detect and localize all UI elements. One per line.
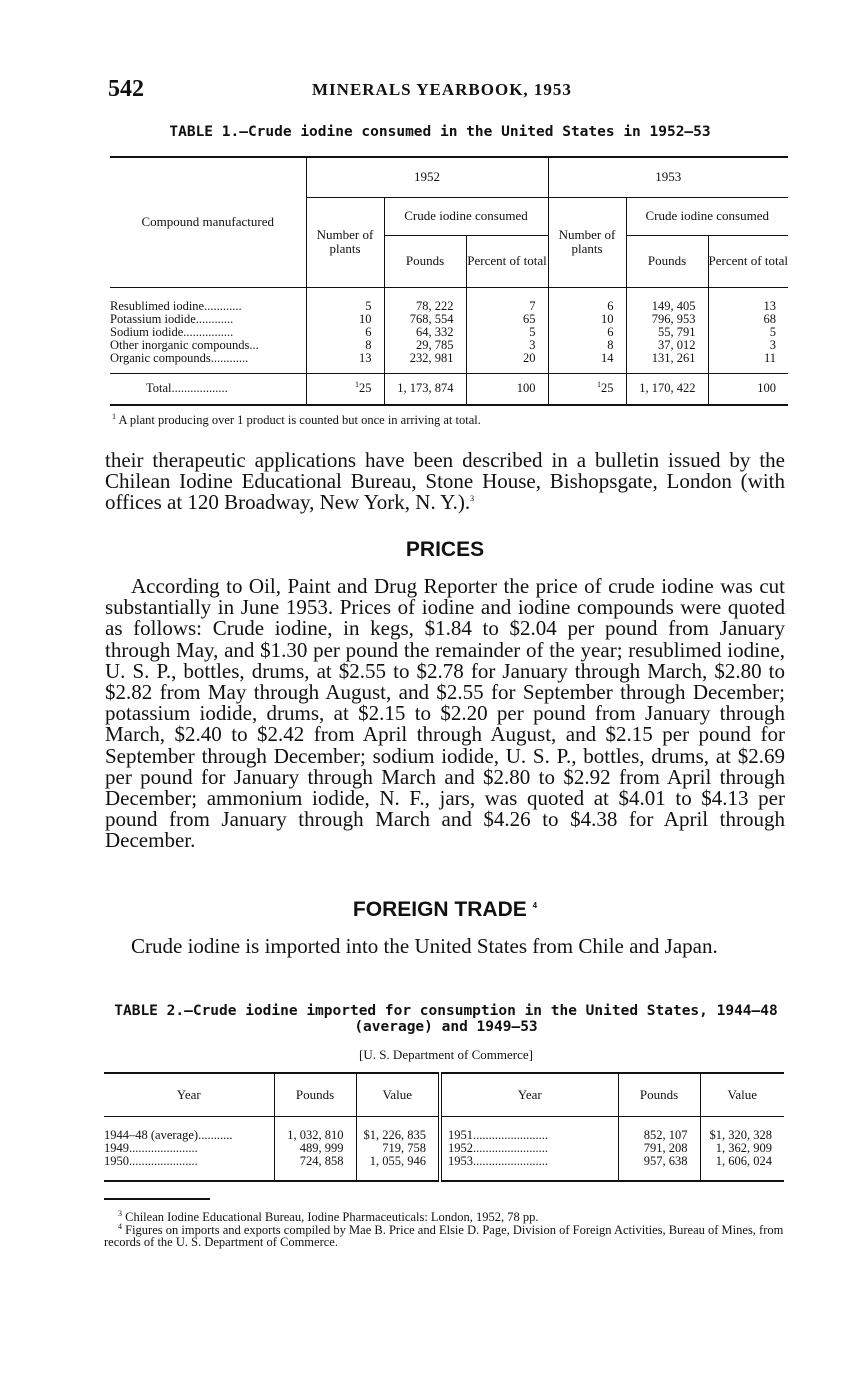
col-header-compound: Compound manufactured (141, 214, 274, 230)
table1-row (110, 287, 788, 313)
cell-pct53: 68 (708, 313, 788, 326)
body-paragraph-trade: Crude iodine is imported into the United States from Chile and Japan. (131, 934, 718, 958)
cell-pounds52: 64, 332 (384, 326, 466, 339)
cell-pct52: 3 (466, 339, 548, 352)
cell-pct52: 5 (466, 326, 548, 339)
row-label-text: Resublimed iodine (110, 298, 205, 313)
cell-pounds52: 232, 981 (384, 352, 466, 374)
heading-prices: PRICES (405, 538, 485, 561)
right-year-text: 1952 (448, 1141, 473, 1155)
left-year: 1944–48 (average)........... (104, 1128, 233, 1142)
footnote-4-text: Figures on imports and exports compiled by Mae B. Price and Elsie D. Page, Division of Foreign Activities, Bureau of Mines, from records of the U. S. Department of Commerce. (104, 1222, 784, 1249)
right-year: 1953........................ (440, 1155, 618, 1181)
col-header-year-1953: 1953 (548, 157, 788, 197)
left-pounds: 724, 858 (274, 1155, 356, 1181)
body-paragraph-prices: According to Oil, Paint and Drug Reporter the price of crude iodine was cut substantially in June 1953. Prices of iodine and iodine compounds were quoted as follows: Crude iodine, in kegs, $1.84 to $2.04 per pound from January through May, and $1.30 per pound the remainder of the year; resublimed iodine, U. S. P., bottles, drums, at $2.55 to $2.78 for January through March, $2.80 to $2.82 from May through August, and $2.55 for September through December; potassium iodide, drums, at $2.15 to $2.20 per pound from January through March, $2.40 to $2.42 from April through August, and $2.15 per pound for September through December; sodium iodide, U. S. P., bottles, drums, at $2.69 per pound for January through March and $2.80 to $2.92 from April through December; ammonium iodide, N. F., jars, was quoted at $4.01 to $4.13 per pound from January through March and $4.26 to $4.38 for April through December. (105, 574, 785, 853)
paragraph-1-text: their therapeutic applications have been described in a bulletin issued by the Chilean Iodine Educational Bureau, Stone House, Bishopsgate, London (with offices at 120 Broadway, New York, N. Y.). (105, 448, 785, 515)
footnote-4-mark: 4 (118, 1221, 122, 1231)
col-header-pounds-1953: Pounds (626, 235, 708, 287)
left-value: 719, 758 (356, 1142, 440, 1155)
col-header-percent-1953: Percent of total (708, 235, 788, 287)
row-label-text: Organic compounds (110, 350, 211, 365)
cell-pounds53: 37, 012 (626, 339, 708, 352)
right-pounds: 957, 638 (618, 1155, 700, 1181)
cell-plants52: 6 (306, 326, 384, 339)
right-pounds: 852, 107 (618, 1117, 700, 1143)
cell-plants53: 8 (548, 339, 626, 352)
table2-source: [U. S. Department of Commerce] (358, 1047, 533, 1062)
col-header-pounds-left: Pounds (274, 1073, 356, 1117)
col-header-year-right: Year (440, 1073, 618, 1117)
table1-total-row: Total.................. $^1$25 1, 173, 874 100 $^1$25 1, 170, 422 100 (110, 373, 788, 405)
cell-plants52: 5 (306, 287, 384, 313)
page-number: 542 (108, 76, 144, 102)
col-header-value-right: Value (700, 1073, 784, 1117)
table1-footnote (112, 413, 481, 428)
page-footnotes (104, 1208, 784, 1249)
col-header-year-1952: 1952 (306, 157, 548, 197)
left-value: 1, 055, 946 (356, 1155, 440, 1181)
footnote-ref-4: 4 (532, 901, 538, 910)
cell-pct53: 5 (708, 326, 788, 339)
total-plants-1953: 25 (601, 381, 614, 395)
left-pounds: 1, 032, 810 (274, 1117, 356, 1143)
total-label: Total (146, 381, 172, 395)
total-pounds-1952: 1, 173, 874 (384, 373, 466, 405)
col-header-consumed-1952: Crude iodine consumed (384, 197, 548, 235)
row-label-text: Sodium iodide (110, 324, 184, 339)
total-percent-1952: 100 (466, 373, 548, 405)
right-value: $1, 320, 328 (700, 1117, 784, 1143)
row-label: Potassium iodide............ (110, 311, 234, 326)
cell-pounds53: 149, 405 (626, 287, 708, 313)
left-value: $1, 226, 835 (356, 1117, 440, 1143)
left-year: 1949...................... (104, 1141, 198, 1155)
table2-row (104, 1155, 784, 1181)
total-percent-1953: 100 (708, 373, 788, 405)
row-label: Resublimed iodine............ (110, 298, 242, 313)
cell-plants53: 10 (548, 313, 626, 326)
col-header-plants-1953: Number of plants (548, 197, 626, 287)
running-title: MINERALS YEARBOOK, 1953 (312, 80, 572, 99)
col-header-pounds-right: Pounds (618, 1073, 700, 1117)
footnote-3-mark: 3 (118, 1208, 122, 1218)
cell-plants52: 10 (306, 313, 384, 326)
body-paragraph-1 (105, 450, 785, 514)
table2 (104, 1072, 784, 1182)
left-year-text: 1950 (104, 1154, 129, 1168)
left-pounds: 489, 999 (274, 1142, 356, 1155)
col-header-percent-1952: Percent of total (466, 235, 548, 287)
cell-pct53: 11 (708, 352, 788, 374)
table1-footnote-mark: 1 (112, 411, 116, 421)
cell-plants52: 13 (306, 352, 384, 374)
cell-plants53: 6 (548, 287, 626, 313)
right-value: 1, 362, 909 (700, 1142, 784, 1155)
cell-pounds52: 78, 222 (384, 287, 466, 313)
row-label: Other inorganic compounds... (110, 337, 259, 352)
footnote-ref-3: 3 (470, 494, 475, 504)
cell-pct53: 13 (708, 287, 788, 313)
table1-row (110, 352, 788, 374)
cell-pct52: 20 (466, 352, 548, 374)
right-pounds: 791, 208 (618, 1142, 700, 1155)
col-header-plants-1952: Number of plants (306, 197, 384, 287)
table1-footnote-text: A plant producing over 1 product is counted but once in arriving at total. (118, 413, 481, 427)
col-header-year-left: Year (104, 1073, 274, 1117)
cell-pounds53: 55, 791 (626, 326, 708, 339)
cell-pct52: 7 (466, 287, 548, 313)
footnote-4 (104, 1221, 784, 1249)
row-label: Organic compounds............ (110, 350, 249, 365)
table1 (110, 156, 788, 406)
cell-pounds53: 131, 261 (626, 352, 708, 374)
right-year: 1951........................ (440, 1117, 618, 1143)
left-year: 1950...................... (104, 1154, 198, 1168)
left-year-text: 1944–48 (average) (104, 1128, 199, 1142)
cell-plants53: 14 (548, 352, 626, 374)
cell-pct53: 3 (708, 339, 788, 352)
cell-pounds52: 29, 785 (384, 339, 466, 352)
left-year-text: 1949 (104, 1141, 129, 1155)
col-header-pounds-1952: Pounds (384, 235, 466, 287)
right-year-text: 1951 (448, 1128, 473, 1142)
cell-plants53: 6 (548, 326, 626, 339)
heading-foreign-trade (105, 898, 785, 922)
total-footnote-mark: 1 (597, 379, 601, 389)
row-label-text: Potassium iodide (110, 311, 196, 326)
right-year: 1952........................ (440, 1142, 618, 1155)
footnote-3-text: Chilean Iodine Educational Bureau, Iodine Pharmaceuticals: London, 1952, 78 pp. (125, 1210, 539, 1224)
footnote-rule (104, 1198, 210, 1200)
heading-foreign-trade-text: FOREIGN TRADE (352, 898, 527, 921)
cell-plants52: 8 (306, 339, 384, 352)
row-label: Sodium iodide................ (110, 324, 234, 339)
table2-title: TABLE 2.—Crude iodine imported for consumption in the United States, 1944–48 (average) and 1949–53 (114, 1003, 778, 1035)
table2-row (104, 1117, 784, 1143)
col-header-consumed-1953: Crude iodine consumed (626, 197, 788, 235)
col-header-value-left: Value (356, 1073, 440, 1117)
cell-pounds53: 796, 953 (626, 313, 708, 326)
right-year-text: 1953 (448, 1154, 473, 1168)
table1-title: TABLE 1.—Crude iodine consumed in the United States in 1952–53 (169, 124, 711, 140)
cell-pounds52: 768, 554 (384, 313, 466, 326)
right-value: 1, 606, 024 (700, 1155, 784, 1181)
total-plants-1952: 25 (359, 381, 372, 395)
cell-pct52: 65 (466, 313, 548, 326)
total-footnote-mark: 1 (355, 379, 359, 389)
total-pounds-1953: 1, 170, 422 (626, 373, 708, 405)
row-label-text: Other inorganic compounds (110, 337, 250, 352)
